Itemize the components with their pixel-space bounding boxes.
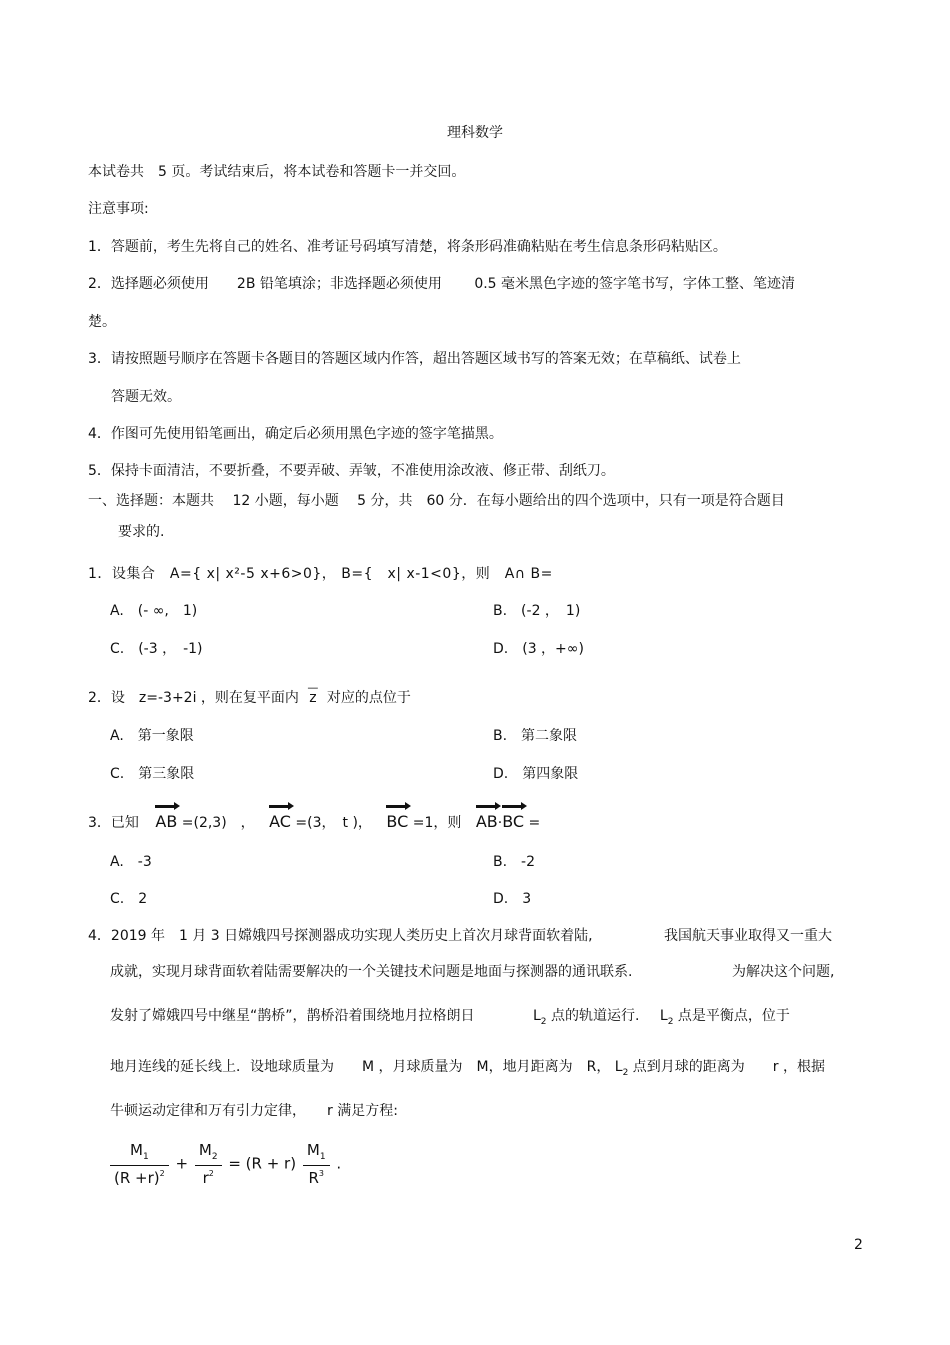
notice-item: 答题无效。 xyxy=(111,389,181,405)
equation xyxy=(108,1140,341,1188)
l-symbol: L xyxy=(532,1008,541,1024)
m-symbol: M xyxy=(306,1141,320,1159)
notice-item: 5．保持卡面清洁，不要折叠，不要弄破、弄皱，不准使用涂改液、修正带、刮纸刀。 xyxy=(88,463,615,479)
l-symbol: L xyxy=(614,1059,623,1075)
z-symbol: z xyxy=(309,690,317,706)
fraction-1 xyxy=(110,1140,169,1188)
q1-option-d: D. (3 ，+∞) xyxy=(493,641,584,657)
fraction-3-denominator xyxy=(303,1165,330,1188)
q3-prefix: 3．已知 xyxy=(88,815,139,831)
q4-line-4b: 点到月球的距离为 r ，根据 xyxy=(632,1059,826,1075)
fraction-2 xyxy=(195,1140,222,1188)
vector-ac: AC xyxy=(269,805,291,835)
fraction-1-numerator xyxy=(110,1140,169,1165)
m-subscript: 1 xyxy=(319,1152,326,1162)
l-subscript: 2 xyxy=(622,1068,629,1078)
fraction-2-denominator xyxy=(195,1165,222,1188)
intro-text: 本试卷共 5 页。考试结束后，将本试卷和答题卡一并交回。 xyxy=(88,164,466,180)
q2-option-d: D. 第四象限 xyxy=(493,766,579,782)
denominator-text: R xyxy=(308,1169,319,1187)
fraction-2-numerator xyxy=(195,1140,222,1165)
denominator-text: r xyxy=(202,1169,209,1187)
q1-option-b: B. (-2 ， 1) xyxy=(493,603,581,619)
page-title: 理科数学 xyxy=(447,125,503,141)
fraction-3-numerator xyxy=(303,1140,330,1165)
q2-stem-pre: 2．设 z=-3+2i ，则在复平面内 xyxy=(88,690,299,706)
q4-line-2a: 成就，实现月球背面软着陆需要解决的一个关键技术问题是地面与探测器的通讯联系. xyxy=(110,964,633,980)
l-symbol: L xyxy=(659,1008,668,1024)
q2-stem-post: 对应的点位于 xyxy=(326,690,411,706)
q4-line-3b: 点的轨道运行. xyxy=(550,1008,640,1024)
l2-point-2 xyxy=(659,1008,674,1027)
q2-option-b: B. 第二象限 xyxy=(493,728,578,744)
l-subscript: 2 xyxy=(667,1017,674,1027)
page-number: 2 xyxy=(854,1237,863,1253)
notice-heading: 注意事项: xyxy=(88,201,149,217)
q3-option-c: C. 2 xyxy=(110,891,148,907)
q3-ab-value: =(2,3) ， xyxy=(181,815,255,831)
question-1-stem: 1．设集合 A={ x| x²-5 x+6>0}， B={ x| x-1<0}，则 A∩ B= xyxy=(88,566,553,582)
q3-option-d: D. 3 xyxy=(493,891,532,907)
plus-sign: + xyxy=(175,1154,189,1173)
vector-bc-2: BC xyxy=(502,805,524,835)
q4-line-1a: 4．2019 年 1 月 3 日嫦娥四号探测器成功实现人类历史上首次月球背面软着陆, xyxy=(88,928,593,944)
notice-item: 楚。 xyxy=(88,314,116,330)
fraction-3 xyxy=(303,1140,330,1188)
vector-ab-2: AB xyxy=(476,805,498,835)
q4-line-3c: 点是平衡点，位于 xyxy=(677,1008,790,1024)
vector-ab: AB xyxy=(155,805,177,835)
exponent: 3 xyxy=(318,1169,324,1178)
section-heading-cont: 要求的. xyxy=(118,524,165,540)
m-symbol: M xyxy=(198,1141,212,1159)
q4-line-5: 牛顿运动定律和万有引力定律， r 满足方程: xyxy=(110,1103,398,1119)
q2-option-c: C. 第三象限 xyxy=(110,766,195,782)
q4-line-4 xyxy=(110,1058,825,1078)
question-2-stem xyxy=(88,683,411,707)
z-conjugate: — z xyxy=(307,681,319,706)
q3-ac-value: =(3， t )， xyxy=(295,815,372,831)
q3-option-b: B. -2 xyxy=(493,854,536,870)
m-subscript: 2 xyxy=(211,1152,218,1162)
q1-option-c: C. (-3 ， -1) xyxy=(110,641,203,657)
q4-line-2b: 为解决这个问题, xyxy=(732,964,835,980)
period: . xyxy=(336,1154,342,1173)
equation-middle: = (R + r) xyxy=(228,1154,297,1173)
m-symbol: M xyxy=(130,1141,143,1159)
q4-line-3a: 发射了嫦娥四号中继星“鹊桥”，鹊桥沿着围绕地月拉格朗日 xyxy=(110,1008,475,1024)
q2-option-a: A. 第一象限 xyxy=(110,728,194,744)
exponent: 2 xyxy=(208,1169,214,1178)
exponent: 2 xyxy=(159,1169,165,1178)
q4-line-4a: 地月连线的延长线上．设地球质量为 M ，月球质量为 M，地月距离为 R， xyxy=(110,1059,611,1075)
section-heading: 一、选择题：本题共 12 小题，每小题 5 分，共 60 分．在每小题给出的四个选项中，只有一项是符合题目 xyxy=(88,493,785,509)
l2-point xyxy=(532,1008,547,1027)
equals-sign: = xyxy=(528,815,541,831)
q4-line-1b: 我国航天事业取得又一重大 xyxy=(664,928,832,944)
fraction-1-denominator xyxy=(110,1165,169,1188)
denominator-text: (R +r) xyxy=(114,1169,160,1187)
q1-option-a: A. (- ∞, 1) xyxy=(110,603,198,619)
m-subscript: 1 xyxy=(142,1152,149,1162)
dot-operator: · xyxy=(497,815,503,831)
notice-item: 1．答题前，考生先将自己的姓名、准考证号码填写清楚，将条形码准确粘贴在考生信息条形码粘贴区。 xyxy=(88,239,727,255)
q3-bc-value: =1，则 xyxy=(412,815,462,831)
q4-line-3 xyxy=(110,1007,790,1027)
question-3-stem xyxy=(88,805,540,836)
notice-item: 3．请按照题号顺序在答题卡各题目的答题区域内作答，超出答题区域书写的答案无效；在草稿纸、试卷上 xyxy=(88,351,741,367)
vector-bc: BC xyxy=(386,805,408,835)
q3-option-a: A. -3 xyxy=(110,854,152,870)
l2-point-3 xyxy=(614,1059,629,1078)
notice-item: 2．选择题必须使用 2B 铅笔填涂；非选择题必须使用 0.5 毫米黑色字迹的签字笔书写，字体工整、笔迹清 xyxy=(88,276,796,292)
l-subscript: 2 xyxy=(540,1017,547,1027)
notice-item: 4．作图可先使用铅笔画出，确定后必须用黑色字迹的签字笔描黑。 xyxy=(88,426,503,442)
